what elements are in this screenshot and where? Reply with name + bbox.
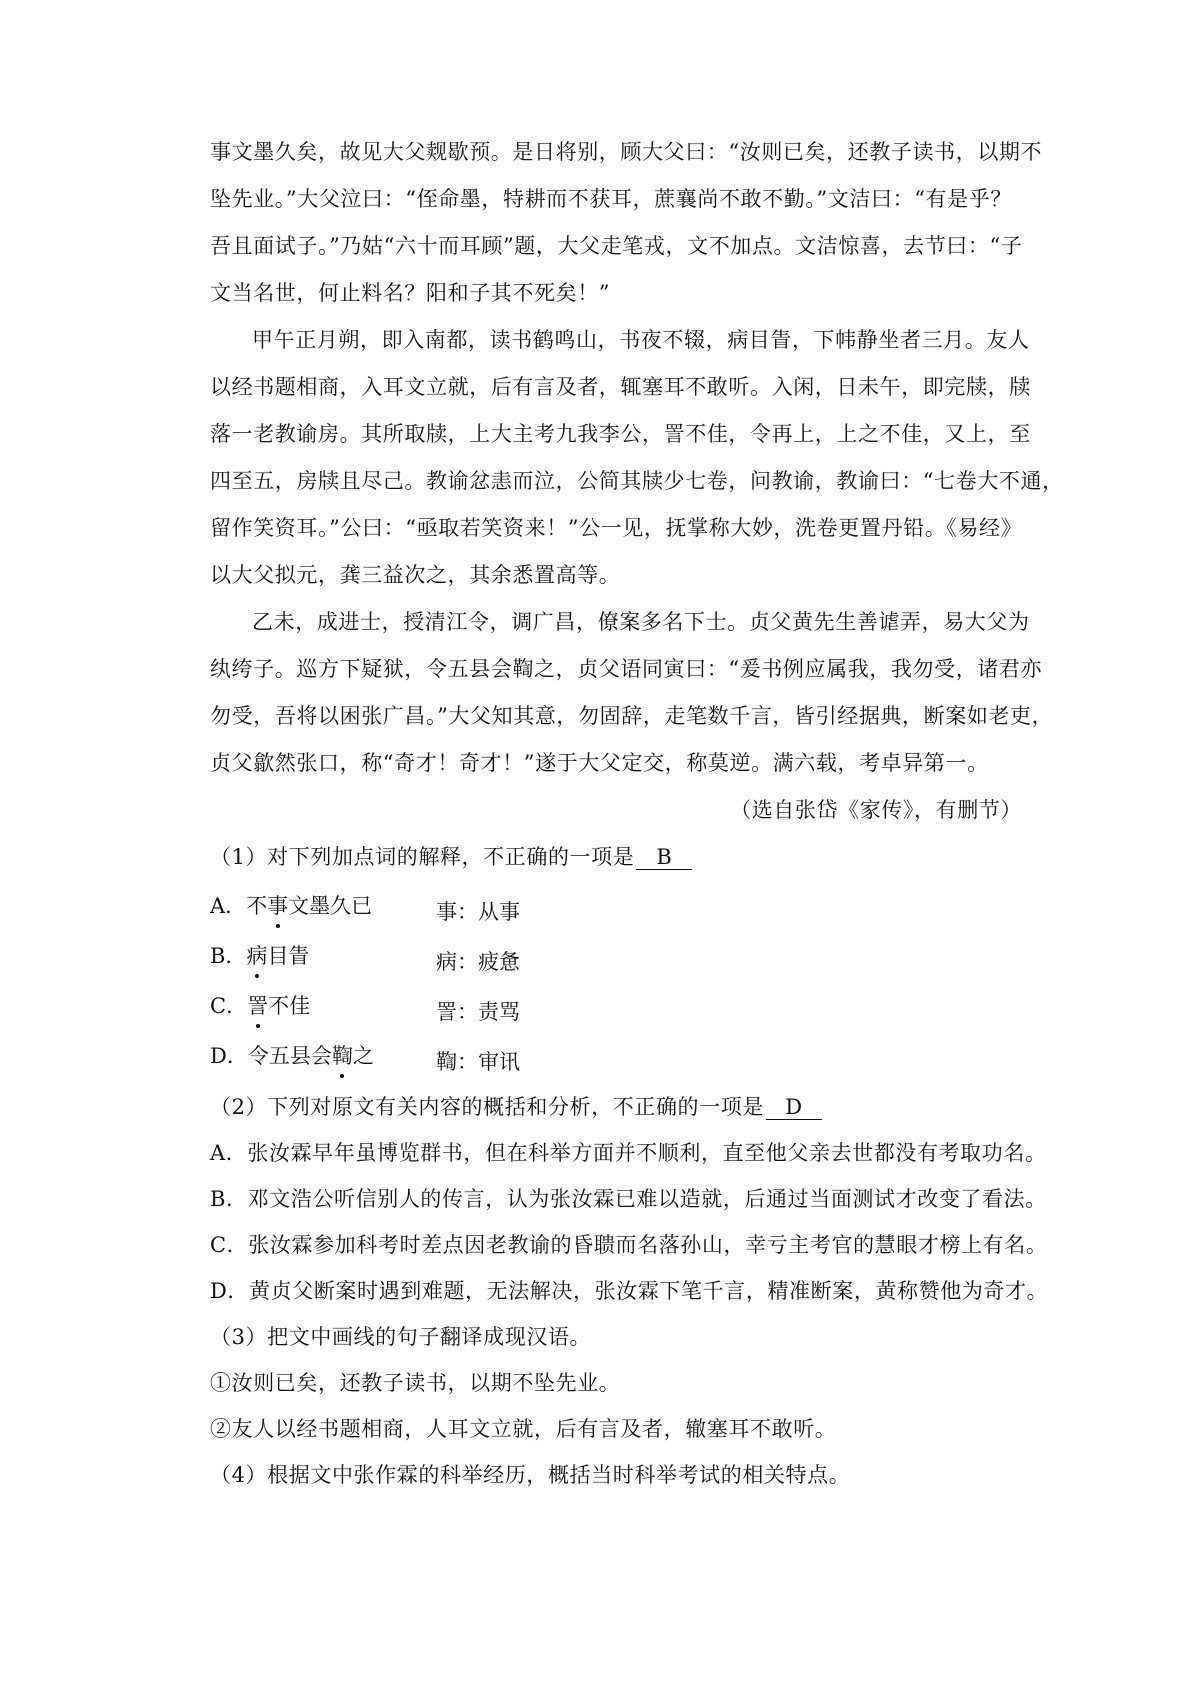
dotted-char: 病	[246, 941, 267, 971]
option-label: C．	[210, 994, 248, 1018]
q1-gloss-d: 鞫：审讯	[436, 1050, 520, 1074]
passage-line: 事文墨久矣，故见大父觌歇预。是日将别，顾大父曰：“汝则已矣，还教子读书，以期不	[210, 140, 1043, 164]
q3-item-1: ①汝则已矣，还教子读书，以期不坠先业。	[210, 1371, 621, 1395]
option-text: 目眚	[267, 944, 310, 968]
option-text: 不	[246, 894, 268, 918]
q1-option-c	[210, 991, 310, 1021]
option-text: 之	[352, 1044, 374, 1068]
passage-line: 勿受，吾将以困张广昌。”大父知其意，勿固辞，走笔数千言，皆引经据典，断案如老吏，	[210, 704, 1054, 728]
passage-line: 落一老教谕房。其所取牍，上大主考九我李公，詈不佳，令再上，上之不佳，又上，至	[210, 422, 1031, 446]
passage-line: 以大父拟元，龚三益次之，其余悉置高等。	[210, 563, 621, 587]
q3-item-2: ②友人以经书题相商，人耳文立就，后有言及者，辙塞耳不敢听。	[210, 1417, 837, 1441]
q2-option-a: A．张汝霖早年虽博览群书，但在科举方面并不顺利，直至他父亲去世都没有考取功名。	[210, 1141, 1047, 1165]
passage-line: 文当名世，何止料名？阳和子其不死矣！”	[210, 281, 611, 305]
q2-option-b: B．邓文浩公听信别人的传言，认为张汝霖已难以造就，后通过当面测试才改变了看法。	[210, 1187, 1047, 1211]
q1-gloss-b: 病：疲惫	[436, 950, 520, 974]
passage-line: 以经书题相商，入耳文立就，后有言及者，辄塞耳不敢听。入闲，日未午，即完牍，牍	[210, 375, 1031, 399]
question-2-stem	[210, 1092, 1022, 1122]
passage-line: 吾且面试子。”乃姑“六十而耳顾”题，大父走笔戎，文不加点。文洁惊喜，去节曰：“子	[210, 234, 1023, 258]
question-1-answer: B	[636, 845, 692, 870]
option-text: 文墨久已	[288, 894, 373, 918]
passage-line: 乙未，成进士，授清江令，调广昌，僚案多名下士。贞父黄先生善谑弄，易大父为	[252, 610, 1030, 634]
q2-option-c: C．张汝霖参加科考时差点因老教谕的昏聩而名落孙山，幸亏主考官的慧眼才榜上有名。	[210, 1233, 1048, 1257]
q2-option-d: D．黄贞父断案时遇到难题，无法解决，张汝霖下笔千言，精准断案，黄称赞他为奇才。	[210, 1279, 1049, 1303]
question-3-stem: （3）把文中画线的句子翻译成现汉语。	[210, 1325, 592, 1349]
option-label: B．	[210, 944, 247, 968]
question-1-text: （1）对下列加点词的解释，不正确的一项是	[210, 845, 635, 869]
q1-option-a	[210, 891, 372, 921]
question-4-stem: （4）根据文中张作霖的科举经历，概括当时科举考试的相关特点。	[210, 1463, 851, 1487]
option-text: 不佳	[268, 994, 311, 1018]
passage-line: 坠先业。”大父泣曰：“侄命墨，特耕而不获耳，蔗襄尚不敢不勤。”文洁曰：“有是乎？	[210, 187, 1012, 211]
dotted-char: 詈	[247, 991, 268, 1021]
option-label: D．	[210, 1044, 248, 1068]
passage-line: 留作笑资耳。”公曰：“亟取若笑资来！”公一见，抚掌称大妙，洗卷更置丹铅。《易经》	[210, 516, 1023, 540]
dotted-char: 鞫	[332, 1041, 353, 1071]
passage-line: 纨绔子。巡方下疑狱，令五县会鞫之，贞父语同寅曰：“爰书例应属我，我勿受，诸君亦	[210, 657, 1043, 681]
passage-line: 甲午正月朔，即入南都，读书鹤鸣山，书夜不辍，病目眚，下帏静坐者三月。友人	[252, 328, 1030, 352]
q1-option-d	[210, 1041, 374, 1071]
option-label: A．	[210, 894, 247, 918]
passage-line: 四至五，房牍且尽己。教谕忿恚而泣，公简其牍少七卷，问教谕，教谕曰：“七卷大不通，	[210, 469, 1064, 493]
q1-gloss-a: 事：从事	[436, 900, 520, 924]
q1-gloss-c: 詈：责骂	[436, 1000, 520, 1024]
option-text: 令五县会	[247, 1044, 332, 1068]
passage-line: 贞父歙然张口，称“奇才！奇才！”遂于大父定交，称莫逆。满六载，考卓异第一。	[210, 751, 989, 775]
question-2-answer: D	[766, 1095, 822, 1120]
question-2-text: （2）下列对原文有关内容的概括和分析，不正确的一项是	[210, 1095, 764, 1119]
source-citation: （选自张岱《家传》，有删节）	[730, 798, 1022, 822]
question-1-stem	[210, 842, 1022, 872]
dotted-char: 事	[267, 891, 288, 921]
q1-option-b	[210, 941, 309, 971]
